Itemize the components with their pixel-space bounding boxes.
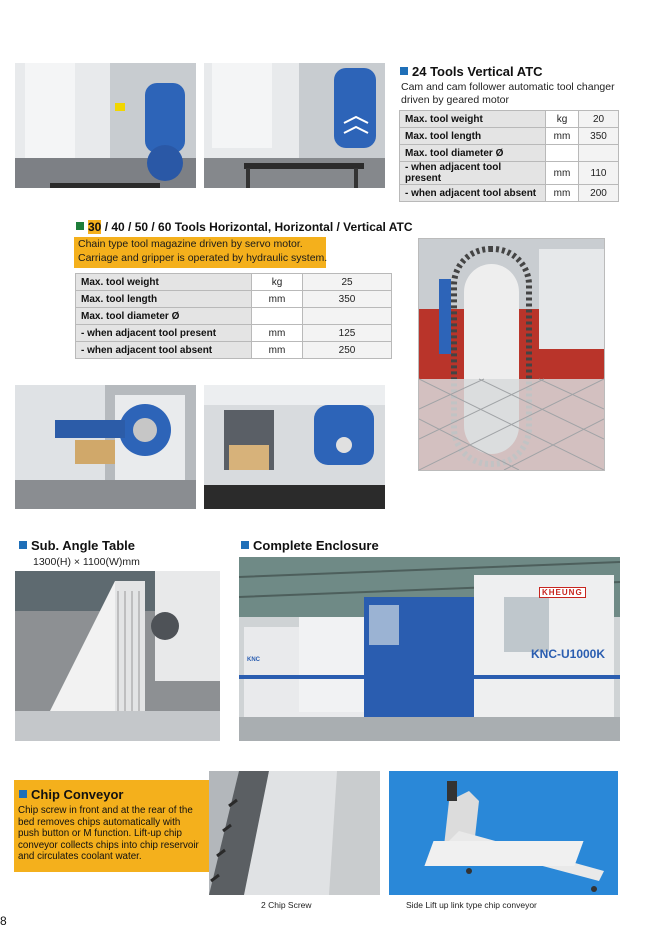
atc-horizontal-desc-line2: Carriage and gripper is operated by hydraulic system. [78,252,328,264]
bullet-square-icon [400,67,408,75]
atc-horizontal-heading [76,220,413,234]
chip-conveyor-title: Chip Conveyor [31,787,124,802]
atc24-spec-table [399,110,619,202]
atc24-description: Cam and cam follower automatic tool changer driven by geared motor [401,81,615,106]
table-row [400,162,619,185]
spec-label: Max. tool weight [400,111,546,128]
spec-label: Max. tool diameter Ø [400,145,546,162]
vertical-atc-photo-2 [204,63,385,188]
spec-label: - when adjacent tool absent [400,185,546,202]
chip-conveyor-heading [19,787,123,802]
bullet-square-icon [241,541,249,549]
table-row [400,111,619,128]
table-row [400,185,619,202]
table-row [76,325,392,342]
horizontal-atc-photo-2 [204,385,385,509]
angle-table-size: 1300(H) × 1100(W)mm [33,556,140,568]
spec-label: Max. tool diameter Ø [76,308,252,325]
table-row [76,342,392,359]
spec-value: 110 [579,162,619,185]
spec-unit: mm [252,325,303,342]
table-row [76,308,392,325]
atc-horizontal-desc-line1: Chain type tool magazine driven by servo motor. [78,238,303,250]
page-number: 8 [0,914,7,928]
enclosure-model-label: KNC-U1000K [531,647,606,661]
table-row [76,274,392,291]
lift-up-conveyor-photo [389,771,618,895]
spec-unit [546,145,579,162]
chain-magazine-photo [418,238,605,471]
spec-value: 125 [303,325,392,342]
chip-conveyor-description: Chip screw in front and at the rear of the bed removes chips automatically with push button or M function. Lift-up chip conveyor collects chips into chip reservoir and circulates coolant water. [18,805,199,862]
spec-unit: mm [546,162,579,185]
atc24-heading [400,64,543,79]
spec-unit: mm [546,185,579,202]
spec-label: - when adjacent tool absent [76,342,252,359]
table-row [76,291,392,308]
horizontal-atc-photo-1 [15,385,196,509]
spec-unit: mm [252,291,303,308]
atc24-title: 24 Tools Vertical ATC [412,64,543,79]
spec-unit: kg [252,274,303,291]
spec-value: 20 [579,111,619,128]
bullet-square-icon [76,222,84,230]
spec-unit: kg [546,111,579,128]
bullet-square-icon [19,541,27,549]
spec-unit [252,308,303,325]
enclosure-photo [239,557,620,741]
enclosure-heading [241,538,379,553]
spec-value: 250 [303,342,392,359]
table-row [400,145,619,162]
angle-table-photo [15,571,220,741]
enclosure-title: Complete Enclosure [253,538,379,553]
spec-unit: mm [546,128,579,145]
atc-horizontal-title: / 40 / 50 / 60 Tools Horizontal, Horizontal / Vertical ATC [101,220,413,234]
spec-label: Max. tool length [76,291,252,308]
atc-horizontal-spec-table [75,273,392,359]
enclosure-model-label-small: KNC [247,657,260,663]
spec-label: - when adjacent tool present [76,325,252,342]
vertical-atc-photo-1 [15,63,196,188]
bullet-square-icon [19,790,27,798]
spec-value: 350 [579,128,619,145]
angle-table-title: Sub. Angle Table [31,538,136,553]
spec-value: 200 [579,185,619,202]
spec-value: 25 [303,274,392,291]
angle-table-heading [19,538,135,553]
chip-screw-photo [209,771,380,895]
atc-horizontal-title-prefix: 30 [88,220,102,234]
spec-label: Max. tool length [400,128,546,145]
table-row [400,128,619,145]
chip-screw-caption: 2 Chip Screw [261,900,312,910]
spec-unit: mm [252,342,303,359]
spec-label: - when adjacent tool present [400,162,546,185]
lift-up-conveyor-caption: Side Lift up link type chip conveyor [406,900,537,910]
spec-value: 350 [303,291,392,308]
spec-label: Max. tool weight [76,274,252,291]
enclosure-brand-logo: KHEUNG [539,587,586,598]
spec-value [579,145,619,162]
spec-value [303,308,392,325]
